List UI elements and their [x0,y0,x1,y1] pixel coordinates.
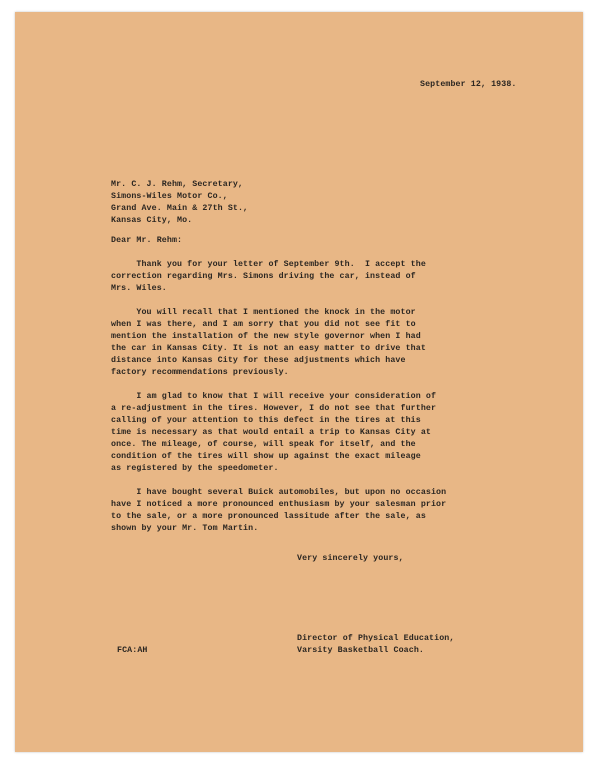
body-line: as registered by the speedometer. [111,464,279,473]
body-line: mention the installation of the new style governor when I had [111,332,421,341]
body-line: distance into Kansas City for these adjustments which have [111,356,406,365]
body-line: shown by your Mr. Tom Martin. [111,524,259,533]
body-line: You will recall that I mentioned the knock in the motor [111,308,416,317]
body-line: Mrs. Wiles. [111,284,167,293]
letter-date: September 12, 1938. [420,80,517,89]
signature-title-line: Varsity Basketball Coach. [297,646,424,655]
paragraph-4 [111,487,511,535]
signature-block [297,633,454,657]
body-line: Thank you for your letter of September 9th. I accept the [111,260,426,269]
letter-body [111,259,511,547]
body-line: when I was there, and I am sorry that you did not see fit to [111,320,416,329]
body-line: the car in Kansas City. It is not an easy matter to drive that [111,344,426,353]
recipient-address [111,179,248,227]
body-line: have I noticed a more pronounced enthusiasm by your salesman prior [111,500,447,509]
paragraph-3 [111,391,511,475]
body-line: time is necessary as that would entail a trip to Kansas City at [111,428,431,437]
salutation: Dear Mr. Rehm: [111,236,183,245]
body-line: I am glad to know that I will receive your consideration of [111,392,437,401]
body-line: to the sale, or a more pronounced lassitude after the sale, as [111,512,426,521]
paragraph-2 [111,307,511,379]
recipient-line: Mr. C. J. Rehm, Secretary, [111,180,244,189]
body-line: calling of your attention to this defect in the tires at this [111,416,421,425]
body-line: correction regarding Mrs. Simons driving the car, instead of [111,272,416,281]
recipient-line: Kansas City, Mo. [111,216,193,225]
body-line: once. The mileage, of course, will speak for itself, and the [111,440,416,449]
recipient-line: Grand Ave. Main & 27th St., [111,204,249,213]
closing: Very sincerely yours, [297,554,404,563]
typist-initials: FCA:AH [117,646,148,655]
signature-title-line: Director of Physical Education, [297,634,455,643]
body-line: factory recommendations previously. [111,368,289,377]
body-line: a re-adjustment in the tires. However, I do not see that further [111,404,437,413]
body-line: condition of the tires will show up against the exact mileage [111,452,421,461]
paragraph-1 [111,259,511,295]
recipient-line: Simons-Wiles Motor Co., [111,192,228,201]
letter-page [15,12,583,752]
body-line: I have bought several Buick automobiles, but upon no occasion [111,488,447,497]
